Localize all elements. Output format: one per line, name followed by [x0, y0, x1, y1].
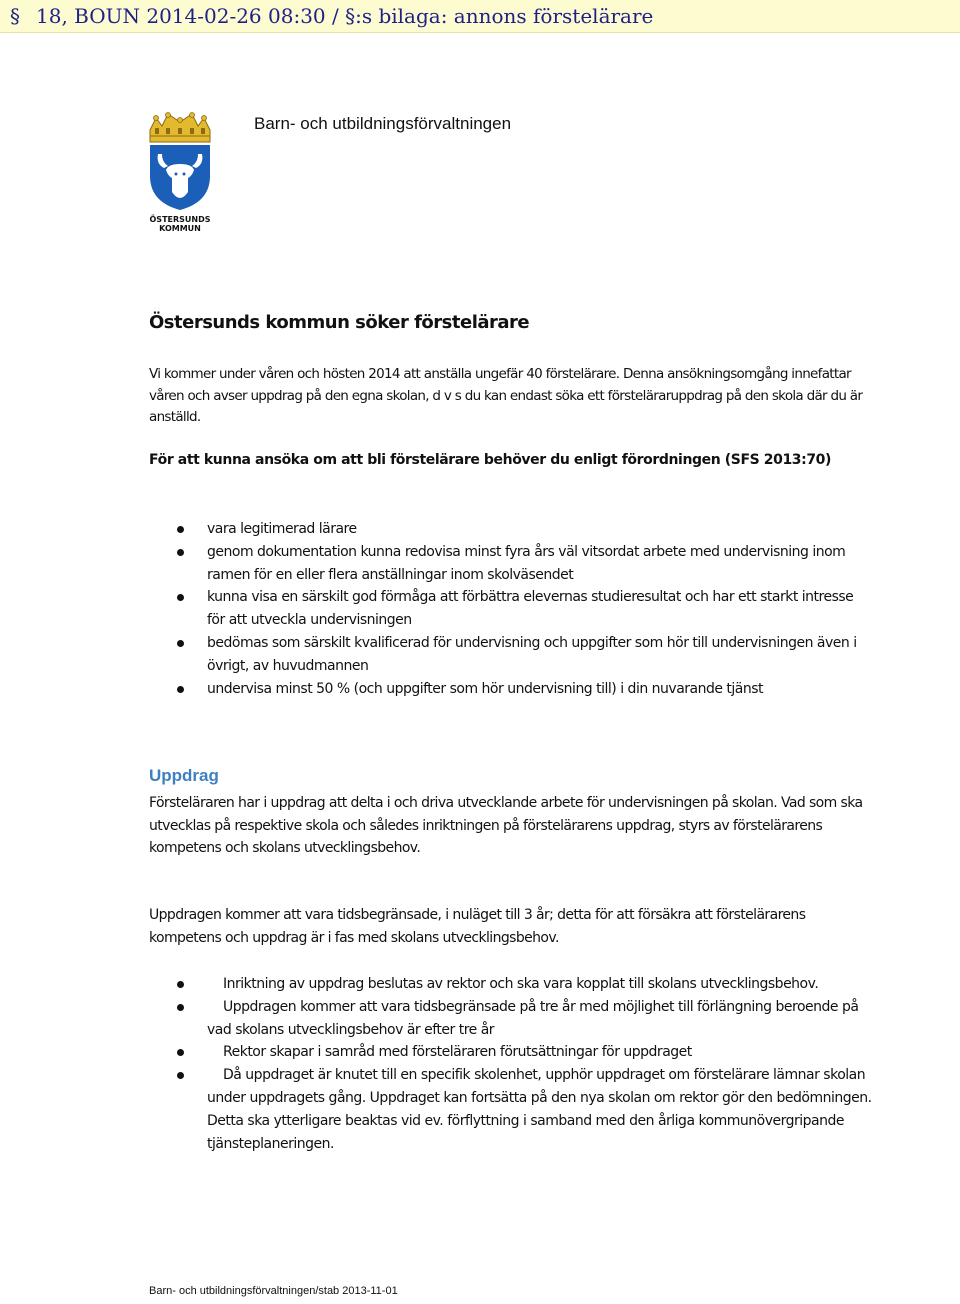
list-item — [149, 1064, 874, 1155]
page-title: Östersunds kommun söker förstelärare — [149, 312, 530, 333]
ostersunds-kommun-logo — [144, 112, 216, 234]
bullet-icon — [177, 594, 184, 601]
list-item-text: Uppdragen kommer att vara tidsbegränsade på tre år med möjlighet till förlängning beroende på vad skolans utvecklingsbehov är efter tre år — [207, 998, 859, 1038]
list-item — [149, 586, 874, 632]
logo-text-line2: KOMMUN — [159, 224, 201, 233]
list-item-text: Då uppdraget är knutet till en specifik skolenhet, upphör uppdraget om förstelärare lämnar skolan under uppdragets gång. Uppdraget kan fortsätta på den nya skolan om rektor gör den bedömningen. Detta ska ytterligare beaktas vid ev. förflyttning i samband med den årliga kommunövergripande tjänsteplaneringen. — [207, 1067, 872, 1152]
uppdrag-heading: Uppdrag — [149, 766, 219, 785]
list-item-text: vara legitimerad lärare — [207, 521, 357, 537]
list-item — [149, 973, 874, 996]
document-title-bar — [0, 0, 960, 33]
bullet-icon — [177, 981, 184, 988]
bullet-icon — [177, 1049, 184, 1056]
shield-icon — [150, 145, 210, 210]
bullet-icon — [177, 1004, 184, 1011]
uppdrag-paragraph-1: Försteläraren har i uppdrag att delta i och driva utvecklande arbete för undervisningen på skolan. Vad som ska utvecklas på respektive skola och således inriktningen på förstelärarens uppdrag, styrs av förstelärarens kompetens och skolans utvecklingsbehov. — [149, 795, 863, 856]
bullet-icon — [177, 1072, 184, 1079]
list-item-text: genom dokumentation kunna redovisa minst fyra års väl vitsordat arbete med undervisning inom ramen för en eller flera anställningar inom skolväsendet — [207, 543, 846, 583]
list-item — [149, 678, 874, 701]
list-item — [149, 541, 874, 587]
list-item-text: undervisa minst 50 % (och uppgifter som hör undervisning till) i din nuvarande tjänst — [207, 680, 764, 697]
list-item-text: Rektor skapar i samråd med försteläraren förutsättningar för uppdraget — [223, 1044, 692, 1061]
crown-icon — [150, 113, 210, 143]
list-item-text: Inriktning av uppdrag beslutas av rektor och ska vara kopplat till skolans utvecklingsbehov. — [223, 976, 819, 992]
list-item — [149, 632, 874, 678]
requirements-title: För att kunna ansöka om att bli förstelärare behöver du enligt förordningen (SFS 2013:70) — [149, 452, 832, 468]
organization-name: Barn- och utbildningsförvaltningen — [254, 114, 512, 133]
list-item — [149, 996, 874, 1042]
bullet-icon — [177, 686, 184, 693]
bullet-icon — [177, 549, 184, 556]
list-item — [149, 518, 874, 541]
bullet-icon — [177, 640, 184, 647]
intro-paragraph: Vi kommer under våren och hösten 2014 att anställa ungefär 40 förstelärare. Denna ansökningsomgång innefattar våren och avser uppdrag på den egna skolan, d v s du kan endast söka ett försteläraruppdrag på den skola där du är anställd. — [149, 366, 863, 425]
bullet-icon — [177, 526, 184, 533]
list-item — [149, 1041, 874, 1064]
document-title: 18, BOUN 2014-02-26 08:30 / §:s bilaga: annons förstelärare — [36, 4, 654, 28]
section-symbol: § — [10, 4, 20, 28]
list-item-text: bedömas som särskilt kvalificerad för undervisning och uppgifter som hör till undervisningen även i övrigt, av huvudmannen — [207, 634, 857, 674]
footer-text: Barn- och utbildningsförvaltningen/stab 2013-11-01 — [149, 1285, 398, 1297]
list-item-text: kunna visa en särskilt god förmåga att förbättra elevernas studieresultat och har ett starkt intresse för att utveckla undervisningen — [207, 589, 854, 629]
uppdrag-points-list — [149, 973, 874, 1155]
requirements-list — [149, 518, 874, 700]
uppdrag-paragraph-2: Uppdragen kommer att vara tidsbegränsade, i nuläget till 3 år; detta för att försäkra att förstelärarens kompetens och uppdrag är i fas med skolans utvecklingsbehov. — [149, 907, 806, 946]
logo-text-line1: ÖSTERSUNDS — [149, 215, 211, 224]
